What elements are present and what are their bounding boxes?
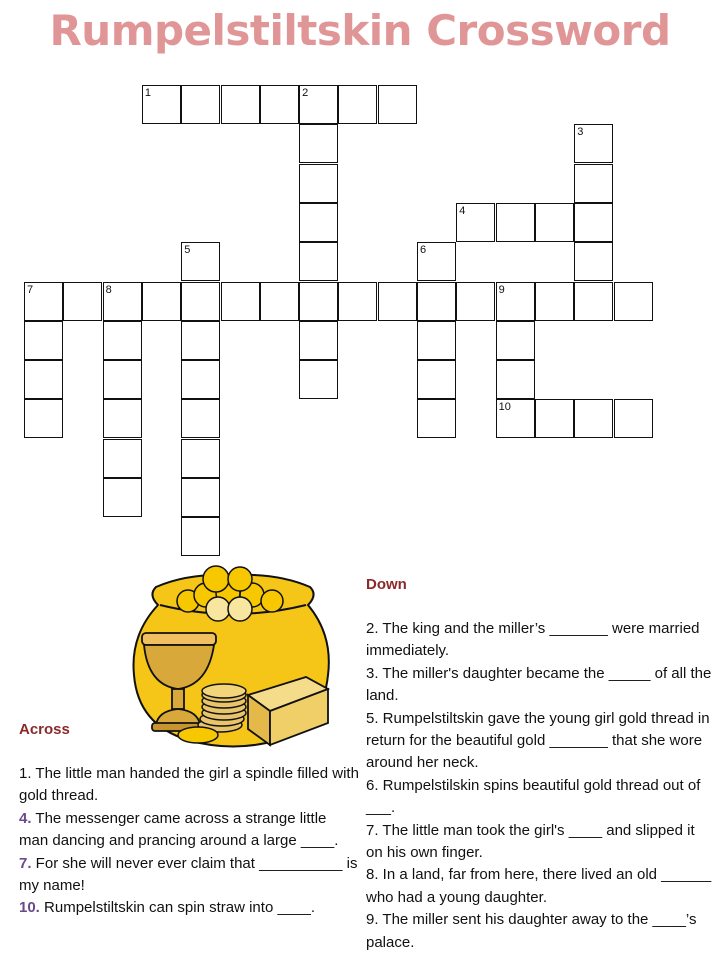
crossword-cell[interactable]: [535, 203, 574, 242]
crossword-cell[interactable]: [299, 124, 338, 163]
clue-number: 2.: [366, 620, 379, 637]
clue-item: [366, 820, 712, 865]
crossword-cell[interactable]: [574, 282, 613, 321]
clue-number: 10.: [19, 899, 40, 917]
crossword-cell[interactable]: [103, 478, 142, 517]
crossword-cell[interactable]: [299, 164, 338, 203]
crossword-cell[interactable]: [417, 399, 456, 438]
crossword-cell[interactable]: [24, 360, 63, 399]
crossword-cell[interactable]: [535, 399, 574, 438]
crossword-cell[interactable]: [260, 282, 299, 321]
crossword-cell[interactable]: [181, 439, 220, 478]
clue-text: In a land, far from here, there lived an old ______ who had a young daughter.: [366, 866, 712, 906]
crossword-cell[interactable]: [103, 282, 142, 321]
crossword-cell[interactable]: [181, 242, 220, 281]
crossword-cell[interactable]: [103, 399, 142, 438]
clue-text: Rumpelstiltskin can spin straw into ____.: [39, 899, 315, 917]
cell-number: 2: [302, 87, 309, 99]
crossword-cell[interactable]: [181, 478, 220, 517]
clue-number: 8.: [366, 866, 379, 884]
crossword-cell[interactable]: [181, 517, 220, 556]
cell-number: 7: [27, 283, 34, 296]
crossword-cell[interactable]: [181, 85, 220, 124]
crossword-cell[interactable]: [574, 399, 613, 438]
crossword-cell[interactable]: [63, 282, 102, 321]
crossword-cell[interactable]: [181, 321, 220, 360]
crossword-cell[interactable]: [299, 360, 338, 399]
clue-text: The king and the miller’s _______ were married immediately.: [366, 620, 700, 660]
clue-item: [366, 864, 712, 909]
clue-item: [19, 808, 359, 853]
clue-number: 7.: [366, 821, 379, 839]
crossword-cell[interactable]: [181, 282, 220, 321]
clue-item: [19, 853, 359, 898]
clue-number: 6.: [366, 776, 379, 794]
crossword-cell[interactable]: [103, 360, 142, 399]
crossword-cell[interactable]: [299, 242, 338, 281]
clue-number: 5.: [366, 709, 379, 727]
crossword-cell[interactable]: [24, 321, 63, 360]
crossword-cell[interactable]: [221, 282, 260, 321]
cell-number: 1: [144, 87, 152, 99]
crossword-cell[interactable]: [496, 399, 535, 438]
clue-text: The little man took the girl's ____ and slipped it on his own finger.: [366, 821, 695, 862]
crossword-cell[interactable]: [456, 282, 495, 321]
clue-text: The messenger came across a strange little man dancing and prancing around a large ____.: [19, 809, 339, 850]
cell-number: 6: [420, 244, 427, 257]
cell-number: 9: [498, 283, 505, 296]
crossword-cell[interactable]: [378, 282, 417, 321]
crossword-cell[interactable]: [496, 360, 535, 399]
clue-item: [366, 909, 712, 954]
crossword-cell[interactable]: [417, 282, 456, 321]
clue-text: The little man handed the girl a spindle filled with gold thread.: [19, 765, 359, 805]
crossword-cell[interactable]: [103, 321, 142, 360]
crossword-cell[interactable]: [181, 360, 220, 399]
across-clue-list: [19, 763, 359, 920]
crossword-cell[interactable]: [299, 85, 338, 124]
clue-text: Rumpelstilskin spins beautiful gold thread out of ___.: [366, 776, 701, 817]
clue-item: [19, 763, 359, 808]
crossword-cell[interactable]: [496, 282, 535, 321]
clue-item: [366, 708, 712, 775]
crossword-cell[interactable]: [574, 124, 613, 163]
clue-number: 4.: [19, 809, 32, 827]
crossword-cell[interactable]: [142, 85, 181, 124]
crossword-cell[interactable]: [299, 282, 338, 321]
across-heading: Across: [19, 721, 70, 738]
cell-number: 10: [498, 401, 511, 414]
clue-text: For she will never ever claim that __________ is my name!: [19, 854, 358, 895]
down-clue-list: [366, 618, 712, 954]
clue-number: 1.: [19, 765, 32, 782]
crossword-cell[interactable]: [456, 203, 495, 242]
cell-number: 8: [105, 283, 112, 296]
crossword-cell[interactable]: [338, 282, 377, 321]
crossword-cell[interactable]: [24, 399, 63, 438]
cell-number: 4: [459, 204, 466, 217]
crossword-cell[interactable]: [535, 282, 574, 321]
clue-text: The miller sent his daughter away to the ____’s palace.: [366, 911, 697, 951]
crossword-cell[interactable]: [260, 85, 299, 124]
crossword-cell[interactable]: [417, 360, 456, 399]
clue-text: Rumpelstiltskin gave the young girl gold thread in return for the beautiful gold _______ that she wore around her neck.: [366, 709, 710, 772]
crossword-cell[interactable]: [574, 164, 613, 203]
crossword-cell[interactable]: [614, 282, 653, 321]
crossword-cell[interactable]: [417, 321, 456, 360]
clue-number: 9.: [366, 911, 379, 929]
gold-pot-icon: [128, 565, 338, 755]
clue-item: [366, 663, 712, 708]
clue-item: [366, 618, 712, 663]
crossword-cell[interactable]: [574, 242, 613, 281]
crossword-cell[interactable]: [299, 321, 338, 360]
crossword-cell[interactable]: [417, 242, 456, 281]
clue-text: The miller's daughter became the _____ of all the land.: [366, 664, 712, 705]
down-heading: Down: [366, 576, 407, 593]
crossword-cell[interactable]: [574, 203, 613, 242]
crossword-cell[interactable]: [496, 203, 535, 242]
clue-item: [366, 775, 712, 820]
cell-number: 3: [577, 126, 584, 139]
crossword-cell[interactable]: [614, 399, 653, 438]
crossword-cell[interactable]: [299, 203, 338, 242]
crossword-cell[interactable]: [338, 85, 377, 124]
cell-number: 5: [184, 244, 191, 257]
crossword-cell[interactable]: [24, 282, 63, 321]
crossword-cell[interactable]: [221, 85, 260, 124]
page-title: Rumpelstiltskin Crossword: [49, 6, 671, 55]
crossword-cell[interactable]: [181, 399, 220, 438]
crossword-cell[interactable]: [496, 321, 535, 360]
crossword-cell[interactable]: [142, 282, 181, 321]
clue-number: 3.: [366, 664, 379, 682]
clue-item: [19, 897, 359, 919]
crossword-cell[interactable]: [103, 439, 142, 478]
crossword-cell[interactable]: [378, 85, 417, 124]
clue-number: 7.: [19, 854, 32, 872]
